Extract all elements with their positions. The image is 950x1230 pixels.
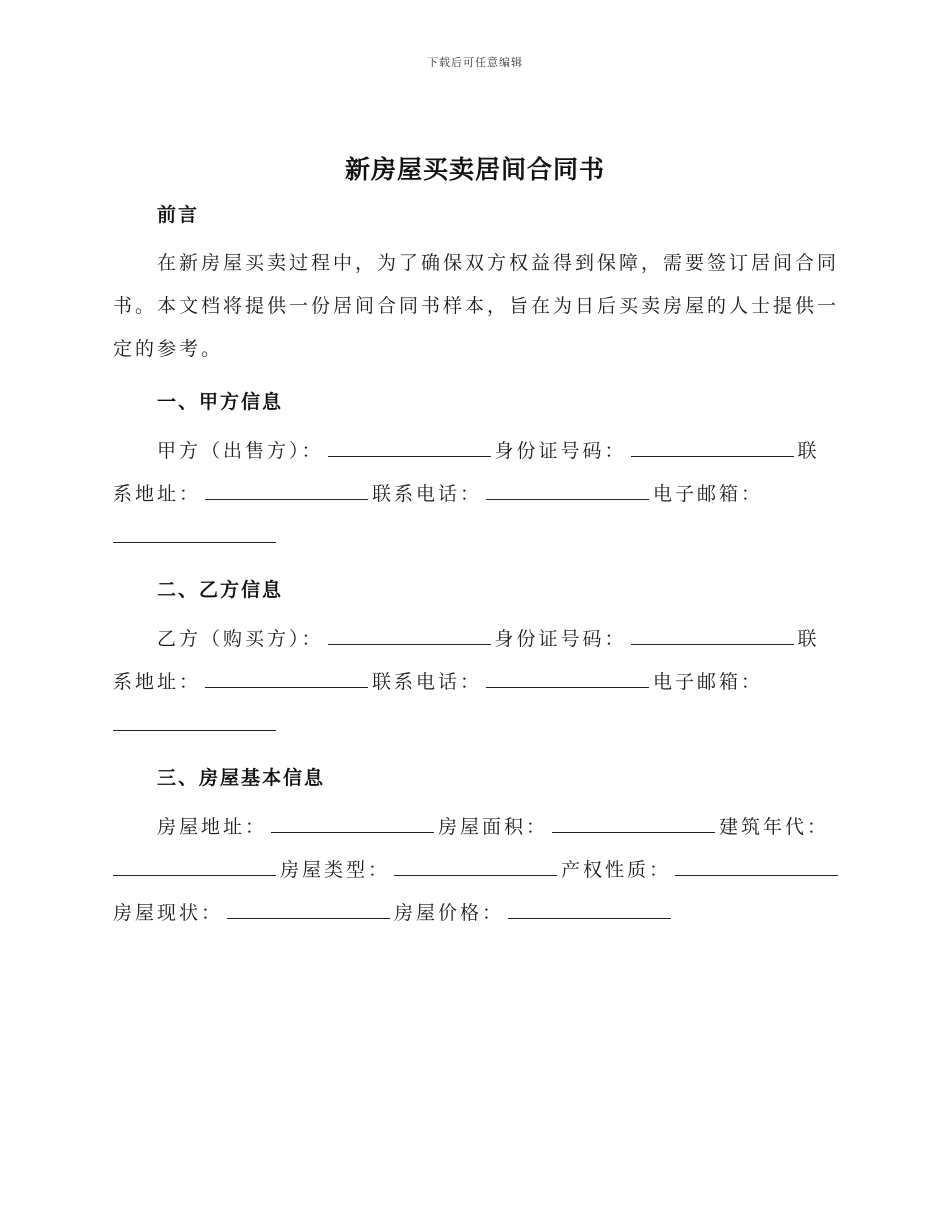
- house-type-blank[interactable]: [394, 857, 557, 876]
- party-b-row-3: [113, 712, 280, 737]
- house-row-1: [157, 814, 829, 839]
- house-ownership-label: 产权性质：: [561, 859, 672, 881]
- house-price-blank[interactable]: [508, 900, 671, 919]
- buyer-email-blank[interactable]: [113, 712, 276, 731]
- buyer-id-blank[interactable]: [631, 626, 794, 645]
- preface-line-1: 在新房屋买卖过程中，为了确保双方权益得到保障，需要签订居间合同: [157, 252, 840, 274]
- party-a-heading: 一、甲方信息: [157, 391, 284, 413]
- buyer-phone-label: 联系电话：: [372, 671, 483, 693]
- seller-email-blank[interactable]: [113, 524, 276, 543]
- seller-address-blank[interactable]: [205, 481, 368, 500]
- house-address-label: 房屋地址：: [157, 816, 268, 838]
- seller-id-blank[interactable]: [631, 438, 794, 457]
- seller-phone-blank[interactable]: [486, 481, 649, 500]
- seller-address-label-start: 联: [797, 440, 820, 462]
- seller-address-label-end: 系地址：: [113, 483, 202, 505]
- buyer-name-label: 乙方（购买方）：: [157, 628, 324, 650]
- house-year-label: 建筑年代：: [719, 816, 830, 838]
- preface-heading: 前言: [157, 204, 200, 226]
- house-row-3: [113, 900, 675, 925]
- buyer-address-label-start: 联: [797, 628, 820, 650]
- house-ownership-blank[interactable]: [675, 857, 838, 876]
- house-area-label: 房屋面积：: [438, 816, 549, 838]
- buyer-name-blank[interactable]: [328, 626, 491, 645]
- seller-phone-label: 联系电话：: [372, 483, 483, 505]
- seller-id-label: 身份证号码：: [494, 440, 627, 462]
- page-header-note: 下载后可任意编辑: [427, 56, 523, 69]
- party-a-row-3: [113, 524, 280, 549]
- document-title: 新房屋买卖居间合同书: [344, 155, 605, 184]
- buyer-address-blank[interactable]: [205, 669, 368, 688]
- party-a-row-2: [113, 481, 763, 506]
- house-year-blank[interactable]: [113, 857, 276, 876]
- party-b-heading: 二、乙方信息: [157, 579, 284, 601]
- house-area-blank[interactable]: [552, 814, 715, 833]
- party-b-row-2: [113, 669, 763, 694]
- house-status-blank[interactable]: [227, 900, 390, 919]
- house-heading: 三、房屋基本信息: [157, 767, 326, 789]
- preface-line-2: 书。本文档将提供一份居间合同书样本，旨在为日后买卖房屋的人士提供一: [113, 295, 840, 317]
- buyer-address-label-end: 系地址：: [113, 671, 202, 693]
- buyer-email-label: 电子邮箱：: [653, 671, 764, 693]
- house-price-label: 房屋价格：: [394, 902, 505, 924]
- party-a-row-1: [157, 438, 820, 463]
- house-status-label: 房屋现状：: [113, 902, 224, 924]
- house-row-2: [113, 857, 842, 882]
- house-type-label: 房屋类型：: [280, 859, 391, 881]
- preface-line-3: 定的参考。: [113, 338, 224, 360]
- buyer-phone-blank[interactable]: [486, 669, 649, 688]
- buyer-id-label: 身份证号码：: [494, 628, 627, 650]
- seller-name-label: 甲方（出售方）：: [157, 440, 324, 462]
- house-address-blank[interactable]: [271, 814, 434, 833]
- seller-email-label: 电子邮箱：: [653, 483, 764, 505]
- party-b-row-1: [157, 626, 820, 651]
- seller-name-blank[interactable]: [328, 438, 491, 457]
